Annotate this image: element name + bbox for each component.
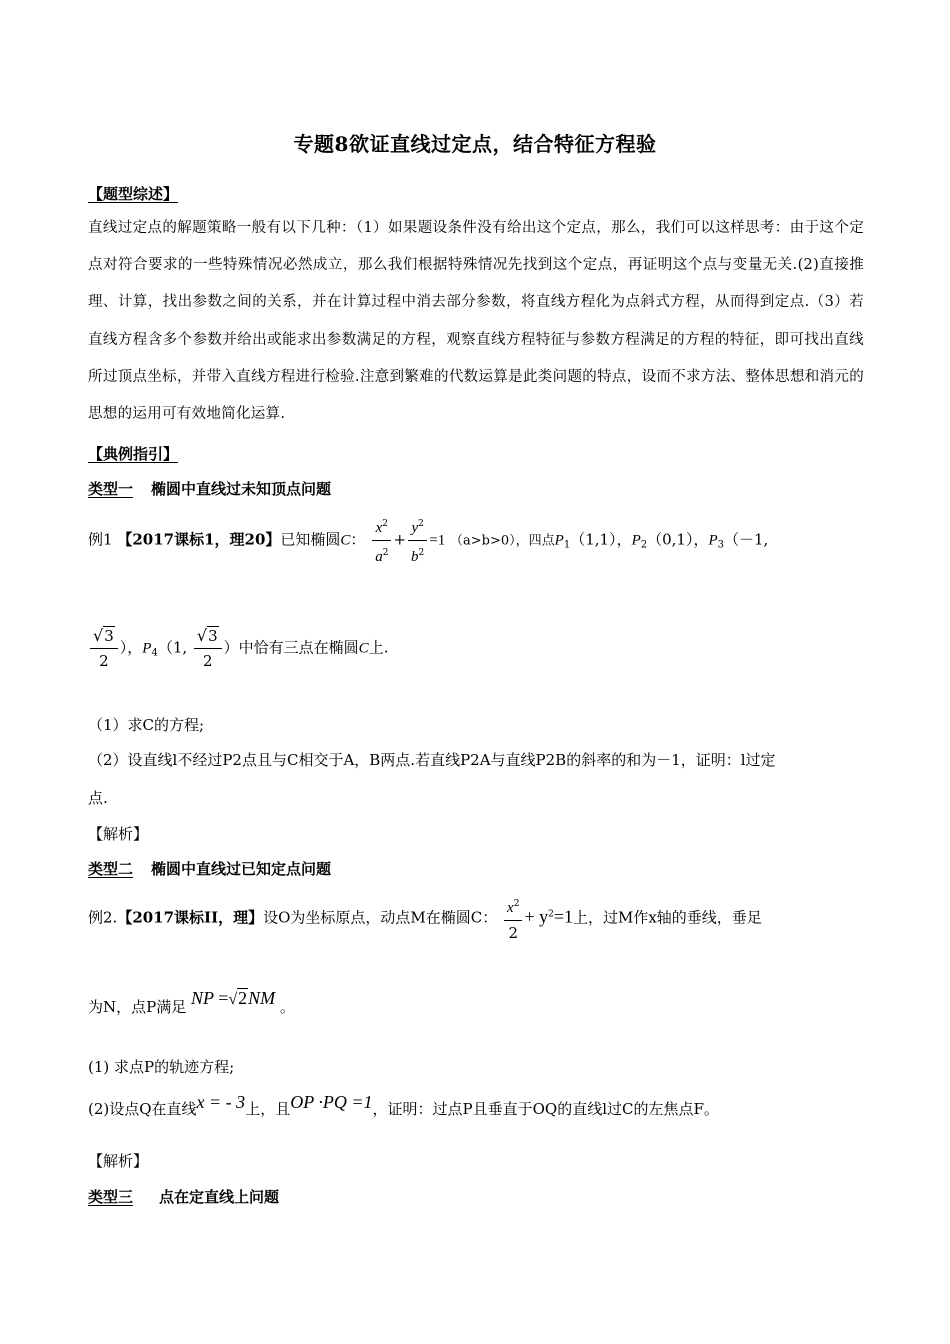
ex2-q2-a: (2)设点Q在直线 [88,1100,197,1118]
ex1-question2-line1: （2）设直线l不经过P2点且与C相交于A，B两点.若直线P2A与直线P2B的斜率的和为－1，证明：l过定 [88,751,776,769]
p4-coord: （1, [157,638,188,657]
np-equation: NP =√2NM [191,988,276,1008]
ex2-prefix: 例2. [88,908,118,927]
analysis1: 【解析】 [88,825,149,843]
den2: 2 [99,652,109,670]
type2-heading [88,858,331,879]
ex2-frac-den: 2 [508,924,518,942]
p4-sub: 4 [151,647,158,659]
ex2-text-b: 上，过M作x轴的垂线，垂足 [572,908,762,927]
ex2-frac-num: x [507,900,514,916]
example2-line1: 例2.【2017课标II，理】设O为坐标原点，动点M在椭圆C： $\frac{x^2}{2}$ + $y^2=1$上，过M作x轴的垂线，垂足 [88,892,762,945]
ex1-C2: C [358,640,369,657]
x-eq: x = - 3 [196,1092,246,1112]
ex1-cond: （a>b>0），四点 [450,533,555,549]
type3-label: 类型三 [88,1188,134,1206]
ex1-tail: ）中恰有三点在椭圆 [223,638,359,657]
frac2-den: b [411,549,419,565]
frac1-num: x [375,520,383,536]
p3: P [708,532,718,549]
den2: 2 [203,652,213,670]
after-frac1: ）， [119,638,143,657]
example1-line2 [88,624,388,673]
p2-coord: （0,1）， [647,530,709,549]
p1-sub: 1 [563,539,571,551]
ex1-tail2: 上. [368,638,389,657]
example1-line1 [88,512,768,569]
type1-label: 类型一 [88,480,134,498]
ex2-question2 [88,1092,719,1119]
eqsign: = [218,988,229,1008]
sq: 2 [418,519,424,529]
ex2-line2-end: 。 [279,998,295,1016]
ex1-colon: ： [350,530,366,549]
type1-title: 椭圆中直线过未知顶点问题 [151,480,332,498]
ellipse-frac-y [408,512,427,569]
p4: P [142,640,152,657]
sq: 2 [382,548,389,558]
ex1-question2-line2: 点. [88,789,108,807]
sqrt3: 3 [208,627,218,645]
overview-paragraph: 直线过定点的解题策略一般有以下几种：（1）如果题设条件没有给出这个定点，那么，我们可以这样思考：由于这个定点对符合要求的一些特殊情况必然成立，那么我们根据特殊情况先找到这个定点，再证明这个点与变量无关.(2)直接推理、计算，找出参数之间的关系，并在计算过程中消去部分参数，将直线方程化为点斜式方程，从而得到定点.（3）若直线方程含多个参数并给出或能求出参数满足的方程，观察直线方程特征与参数方程满足的方程的特征，即可找出直线所过顶点坐标，并带入直线方程进行检验.注意到繁难的代数运算是此类问题的特点，设而不求方法、整体思想和消元的思想的运用可有效地简化运算. [88,220,864,423]
frac2-num: y [411,520,419,536]
analysis2: 【解析】 [88,1152,149,1170]
sqrt2: 2 [238,988,248,1008]
sq: 2 [418,548,425,558]
p2-sub: 2 [640,539,648,551]
p2: P [631,532,641,549]
type1-heading [88,478,331,499]
ex1-prefix: 例1 [88,530,113,549]
sqrt3: 3 [104,627,114,645]
ex2-rest: + y [524,906,549,927]
ellipse2-frac: $\frac{x^2}{2}$ [504,892,522,945]
ex2-eq: =1 [553,906,573,927]
plus: + [393,530,407,549]
sqrt3-over-2-b: $\frac{√3}{2}$ [194,624,222,673]
sq: 2 [382,519,389,529]
nm: NM [248,988,276,1008]
examples-heading: 【典例指引】 [88,445,179,463]
example2-line2 [88,988,295,1017]
p1-coord: （1,1）， [570,530,632,549]
ex2-text-a: 设O为坐标原点，动点M在椭圆C： [263,908,498,927]
type2-title: 椭圆中直线过已知定点问题 [151,860,332,878]
ex1-question1: （1）求C的方程; [88,716,205,734]
ex1-source: 【2017课标1，理20】 [117,530,281,549]
p3-coord: （－1, [724,530,769,549]
ex1-C: C [340,532,351,549]
frac1-den: a [375,549,383,565]
ex2-source: 【2017课标II，理】 [117,908,264,927]
p3-sub: 3 [717,539,725,551]
eq1: =1 [429,532,446,549]
ex2-question1: (1) 求点P的轨迹方程; [88,1058,235,1076]
ex2-q2-b: 上，且 [245,1100,291,1118]
ex1-text-a: 已知椭圆 [280,530,341,549]
ex2-line2-a: 为N，点P满足 [88,998,187,1016]
ellipse-frac-x [372,512,391,569]
ex2-q2-c: ，证明：过点P且垂直于OQ的直线l过C的左焦点F。 [372,1100,719,1118]
type3-title: 点在定直线上问题 [159,1188,280,1206]
p1: P [554,532,564,549]
sqrt3-over-2-a: $\frac{√3}{2}$ [90,624,118,673]
dot-product: OP ·PQ =1 [290,1092,373,1112]
overview-heading: 【题型综述】 [88,185,179,203]
page-title: 专题8欲证直线过定点，结合特征方程验 [293,132,657,156]
type2-label: 类型二 [88,860,134,878]
type3-heading [88,1186,279,1207]
np: NP [191,988,214,1008]
